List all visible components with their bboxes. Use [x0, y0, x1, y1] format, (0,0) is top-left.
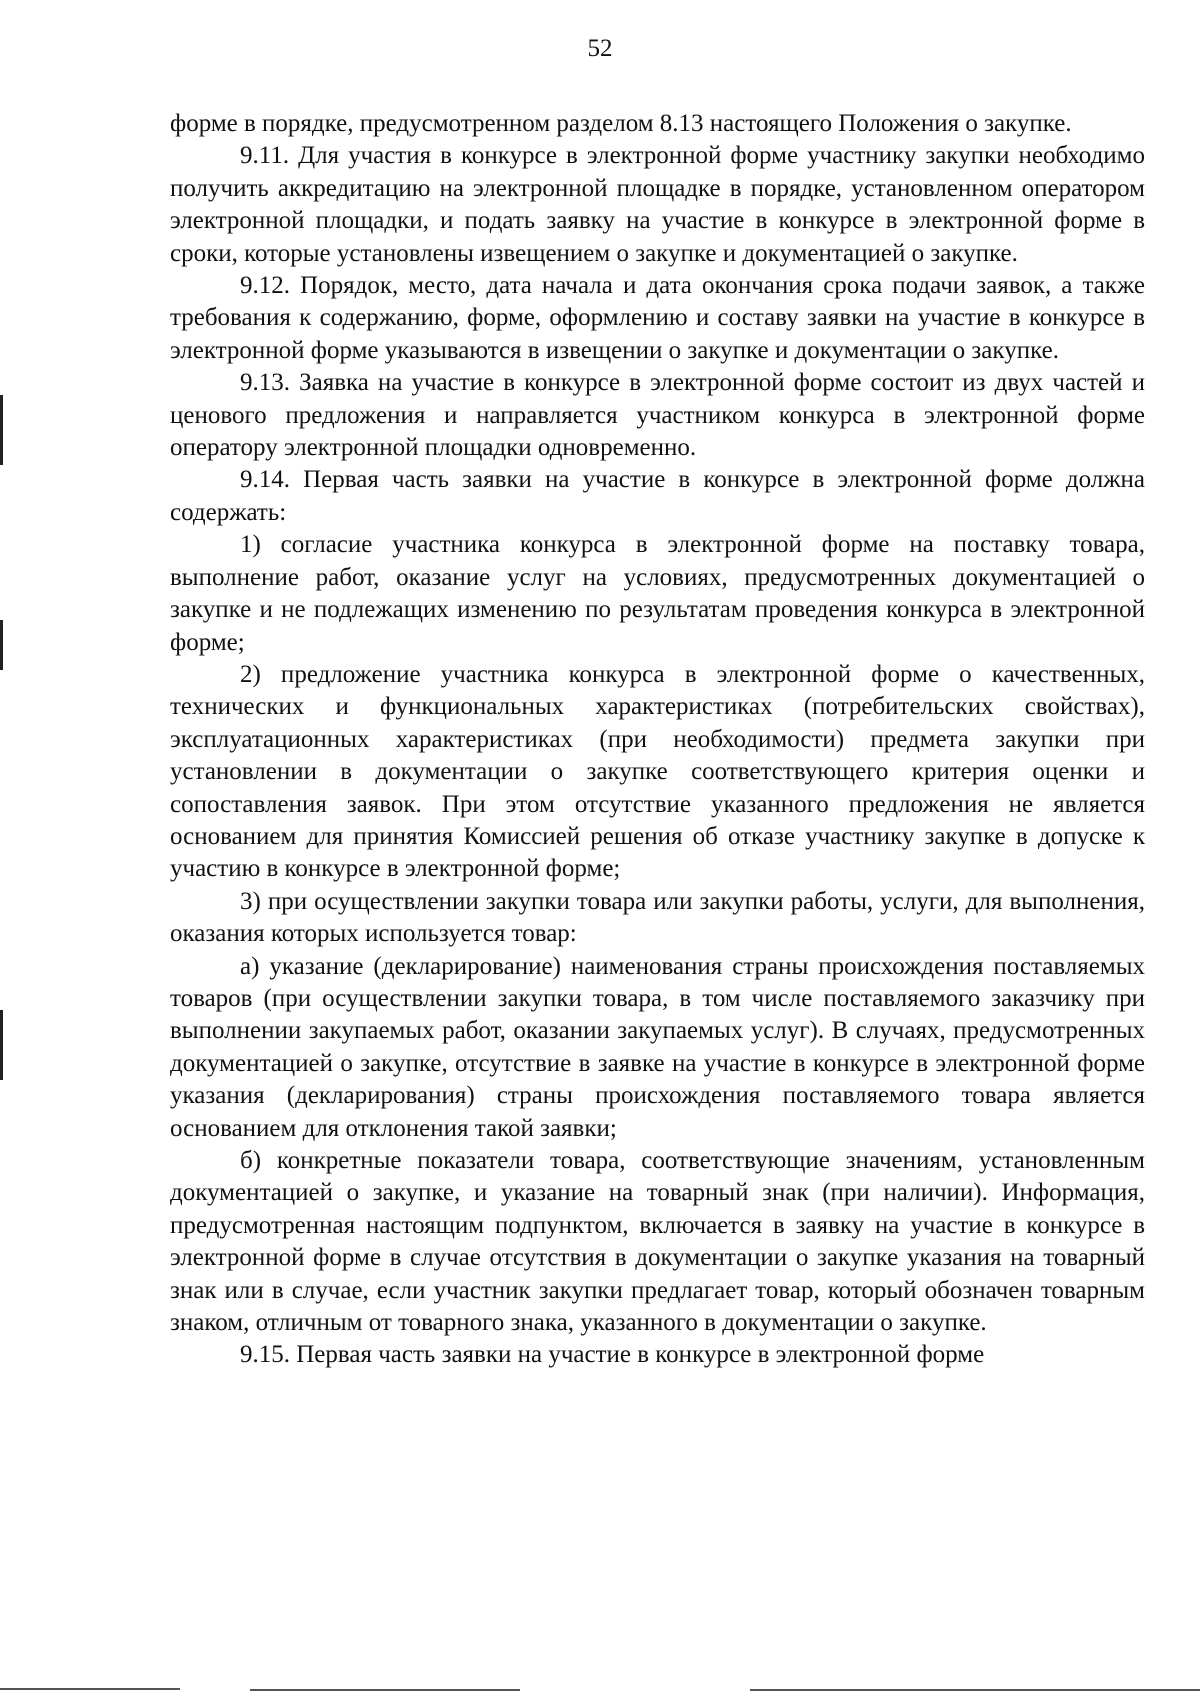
- paragraph-item-2: 2) предложение участника конкурса в электронной форме о качественных, технических и функциональных характеристиках (потребительских свойствах), эксплуатационных характеристиках (при необходимости) предмета закупки при установлении в документации о закупке соответствующего критерия оценки и сопоставления заявок. При этом отсутствие указанного предложения не является основанием для принятия Комиссией решения об отказе участнику закупке в допуске к участию в конкурсе в электронной форме;: [170, 660, 1145, 883]
- scan-edge-mark: [0, 395, 3, 465]
- scan-bottom-rule: [250, 1689, 520, 1691]
- page-number: 52: [587, 35, 613, 62]
- paragraph-subitem-b: б) конкретные показатели товара, соответствующие значениям, установленным документацией о закупке, и указание на товарный знак (при наличии). Информация, предусмотренная настоящим подпунктом, включается в заявку на участие в конкурсе в электронной форме в случае отсутствия в документации о закупке указания на товарный знак или в случае, если участник закупки предлагает товар, который обозначен товарным знаком, отличным от товарного знака, указанного в документации о закупке.: [170, 1147, 1145, 1337]
- paragraph-item-1: 1) согласие участника конкурса в электронной форме на поставку товара, выполнение работ, оказание услуг на условиях, предусмотренных документацией о закупке и не подлежащих изменению по результатам проведения конкурса в электронной форме;: [170, 531, 1145, 656]
- paragraph-9-12: 9.12. Порядок, место, дата начала и дата окончания срока подачи заявок, а также требования к содержанию, форме, оформлению и составу заявки на участие в конкурсе в электронной форме указываются в извещении о закупке и документации о закупке.: [170, 272, 1145, 364]
- document-body: [170, 108, 1145, 1372]
- paragraph-9-13: 9.13. Заявка на участие в конкурсе в электронной форме состоит из двух частей и ценового предложения и направляется участником конкурса в электронной форме оператору электронной площадки одновременно.: [170, 369, 1145, 462]
- scan-bottom-rule: [750, 1689, 1200, 1691]
- paragraph-9-15: 9.15. Первая часть заявки на участие в конкурсе в электронной форме: [240, 1341, 985, 1369]
- paragraph-continuation: форме в порядке, предусмотренном разделом 8.13 настоящего Положения о закупке.: [170, 110, 1072, 137]
- scan-edge-mark: [0, 1010, 3, 1080]
- paragraph-9-11: 9.11. Для участия в конкурсе в электронной форме участнику закупки необходимо получить аккредитацию на электронной площадке в порядке, установленном оператором электронной площадки, и подать заявку на участие в конкурсе в электронной форме в сроки, которые установлены извещением о закупке и документацией о закупке.: [170, 142, 1145, 267]
- paragraph-subitem-a: а) указание (декларирование) наименования страны происхождения поставляемых товаров (при осуществлении закупки товара, в том числе поставляемого заказчику при выполнении закупаемых работ, оказании закупаемых услуг). В случаях, предусмотренных документацией о закупке, отсутствие в заявке на участие в конкурсе в электронной форме указания (декларирования) страны происхождения поставляемого товара является основанием для отклонения такой заявки;: [170, 952, 1145, 1142]
- scan-edge-mark: [0, 620, 3, 670]
- paragraph-9-14: 9.14. Первая часть заявки на участие в конкурсе в электронной форме должна содержать:: [170, 466, 1145, 526]
- paragraph-item-3: 3) при осуществлении закупки товара или закупки работы, услуги, для выполнения, оказания которых используется товар:: [170, 887, 1145, 948]
- scan-bottom-rule: [0, 1688, 180, 1690]
